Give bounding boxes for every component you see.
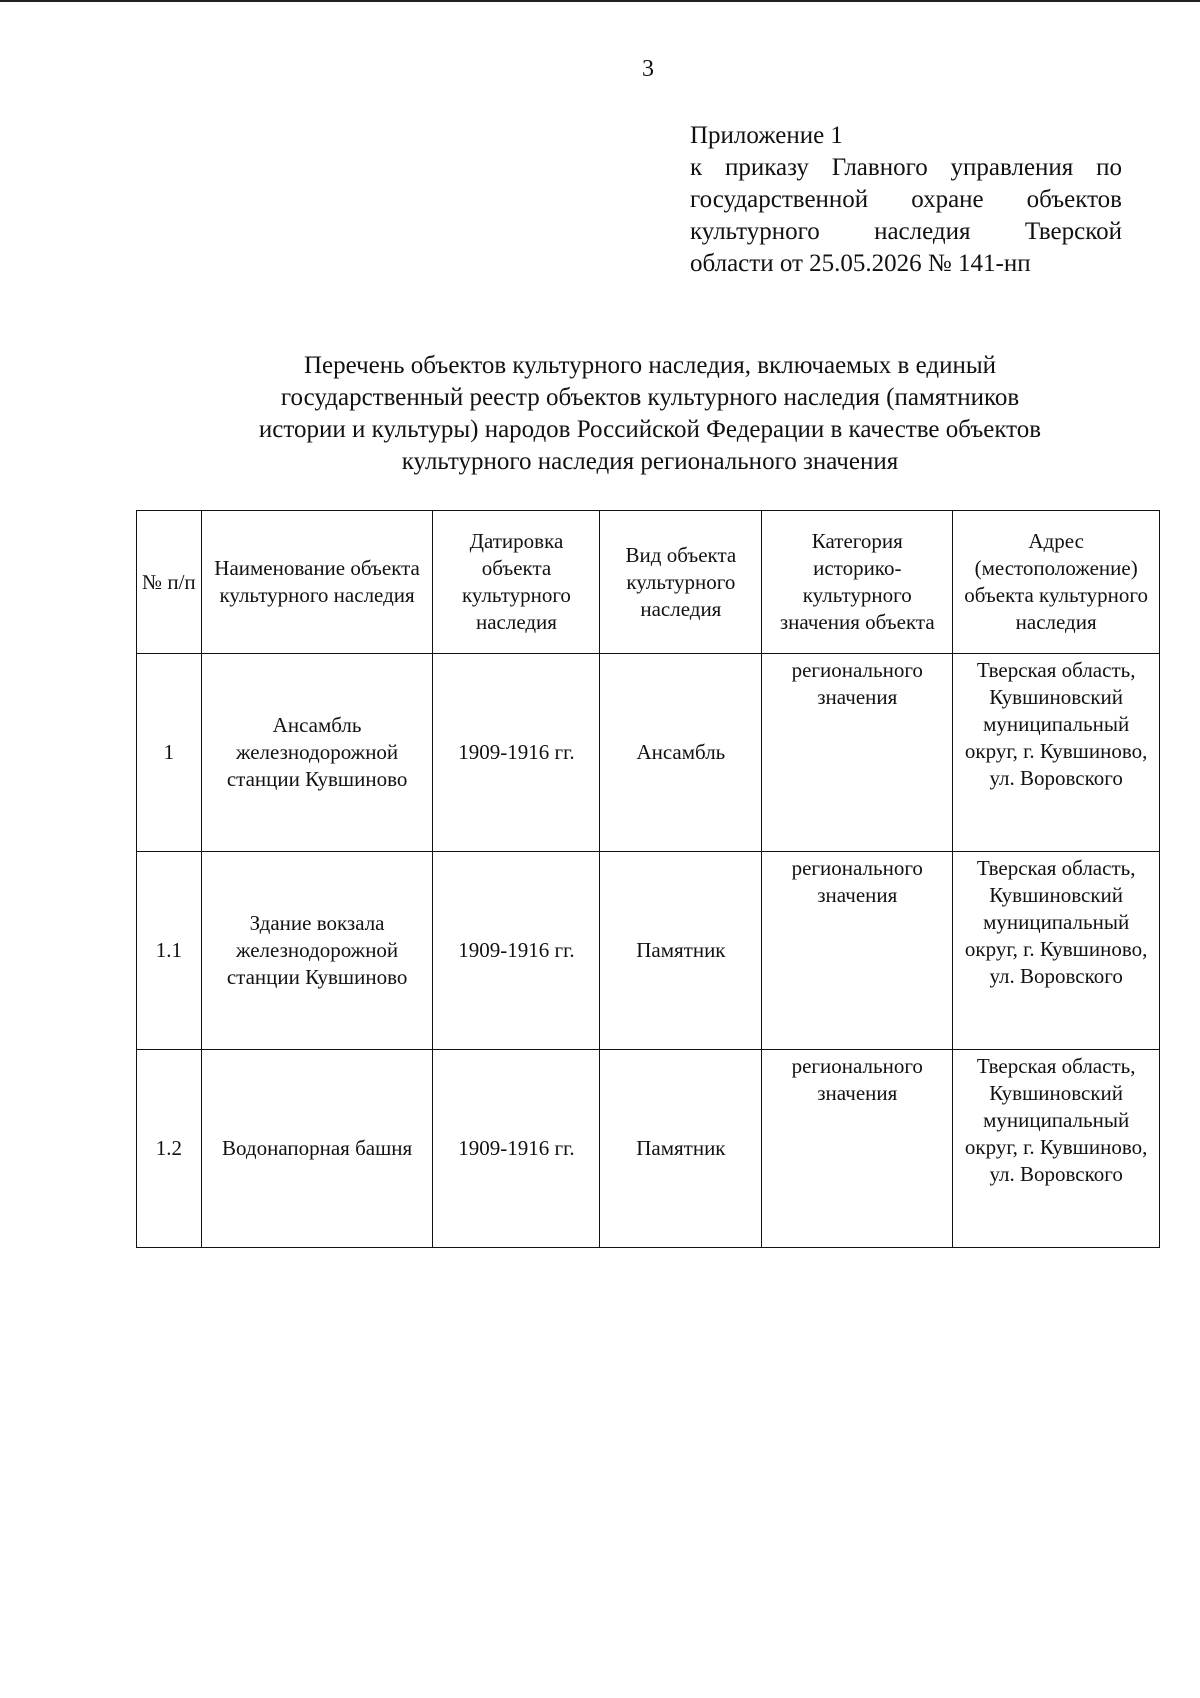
appendix-line: государственной охране объектов	[690, 186, 1122, 213]
header-kind: Вид объекта культурного наследия	[600, 511, 762, 654]
cell-number: 1	[137, 654, 202, 852]
cell-name: Ансамбль железнодорожной станции Кувшиново	[201, 654, 433, 852]
cell-name: Здание вокзала железнодорожной станции Кувшиново	[201, 852, 433, 1050]
header-category: Категория историко-культурного значения объекта	[762, 511, 953, 654]
top-border-line	[0, 0, 1200, 2]
header-number: № п/п	[137, 511, 202, 654]
cell-date: 1909-1916 гг.	[433, 1050, 600, 1248]
header-name: Наименование объекта культурного наследия	[201, 511, 433, 654]
appendix-line: Приложение 1	[690, 122, 843, 149]
cell-kind: Ансамбль	[600, 654, 762, 852]
appendix-line: культурного наследия Тверской	[690, 218, 1122, 245]
cell-address: Тверская область, Кувшиновский муниципальный округ, г. Кувшиново, ул. Воровского	[953, 852, 1160, 1050]
title-line: государственный реестр объектов культурного наследия (памятников	[280, 384, 1020, 411]
appendix-line: области от 25.05.2026 № 141-нп	[690, 250, 1031, 277]
appendix-header	[690, 120, 1122, 280]
title-line: культурного наследия регионального значения	[401, 448, 899, 475]
cell-number: 1.2	[137, 1050, 202, 1248]
title-line: истории и культуры) народов Российской Федерации в качестве объектов	[258, 416, 1042, 443]
document-title	[140, 350, 1160, 478]
table-row	[137, 654, 1160, 852]
appendix-line: к приказу Главного управления по	[690, 154, 1122, 181]
table-row	[137, 852, 1160, 1050]
cell-kind: Памятник	[600, 852, 762, 1050]
table-header-row	[137, 511, 1160, 654]
heritage-objects-table	[136, 510, 1160, 1248]
cell-category: регионального значения	[762, 852, 953, 1050]
cell-kind: Памятник	[600, 1050, 762, 1248]
header-address: Адрес (местоположение) объекта культурного наследия	[953, 511, 1160, 654]
cell-category: регионального значения	[762, 1050, 953, 1248]
cell-address: Тверская область, Кувшиновский муниципальный округ, г. Кувшиново, ул. Воровского	[953, 1050, 1160, 1248]
cell-name: Водонапорная башня	[201, 1050, 433, 1248]
table-row	[137, 1050, 1160, 1248]
page-number: 3	[642, 56, 654, 82]
title-line: Перечень объектов культурного наследия, включаемых в единый	[303, 352, 997, 379]
cell-category: регионального значения	[762, 654, 953, 852]
cell-date: 1909-1916 гг.	[433, 654, 600, 852]
header-date: Датировка объекта культурного наследия	[433, 511, 600, 654]
cell-address: Тверская область, Кувшиновский муниципальный округ, г. Кувшиново, ул. Воровского	[953, 654, 1160, 852]
cell-date: 1909-1916 гг.	[433, 852, 600, 1050]
cell-number: 1.1	[137, 852, 202, 1050]
